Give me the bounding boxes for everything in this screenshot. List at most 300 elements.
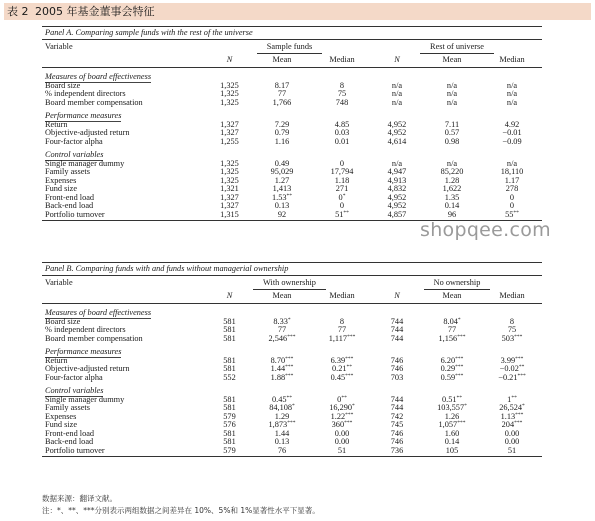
- cell-value: 51: [337, 445, 347, 455]
- row-label: Expenses: [45, 411, 77, 421]
- cell-value: 77: [277, 89, 287, 99]
- cell-value: 1,325: [220, 80, 239, 90]
- cell-value: n/a: [446, 89, 458, 99]
- table-cell: [312, 99, 372, 108]
- cell-value: 0: [509, 201, 515, 211]
- cell-value: 77: [337, 325, 347, 335]
- group-header-2: [372, 276, 542, 291]
- cell-value: 1,766: [272, 97, 292, 107]
- cell-value: 103,557: [437, 403, 465, 413]
- significance-marker: ***: [287, 333, 296, 340]
- cell-value: 1,325: [220, 167, 239, 177]
- cell-value: 1,325: [220, 158, 239, 168]
- group-2-label: No ownership: [424, 278, 491, 290]
- table-cell: [372, 99, 422, 108]
- table-cell: [372, 211, 422, 221]
- variable-header: Variable: [45, 41, 73, 51]
- cell-value: 0.45: [330, 372, 346, 382]
- significance-marker: *: [522, 403, 525, 410]
- row-label: Return: [45, 355, 68, 365]
- table-cell: [207, 99, 252, 108]
- table-cell: [482, 138, 542, 147]
- cell-value: 581: [223, 325, 236, 335]
- cell-value: 1.16: [274, 136, 290, 146]
- cell-value: 1.35: [444, 192, 460, 202]
- cell-value: 1,325: [220, 89, 239, 99]
- cell-value: 703: [390, 372, 404, 382]
- cell-value: 744: [390, 333, 404, 343]
- significance-marker: **: [513, 209, 519, 216]
- significance-marker: ***: [515, 411, 524, 418]
- significance-marker: *: [352, 403, 355, 410]
- cell-value: −0.09: [502, 136, 522, 146]
- cell-value: 204: [501, 420, 515, 430]
- cell-value: 85,220: [440, 167, 464, 177]
- table-row: [42, 438, 542, 447]
- cell-value: 51: [507, 445, 517, 455]
- cell-value: 1,117: [328, 333, 348, 343]
- significance-marker: **: [286, 394, 293, 401]
- row-label: Return: [45, 119, 68, 129]
- cell-value: 4,952: [387, 128, 407, 138]
- cell-value: 0: [339, 201, 345, 211]
- group-header-2: [372, 40, 542, 55]
- significance-marker: **: [286, 192, 293, 199]
- cell-value: 8.33: [273, 316, 288, 326]
- cell-value: 1,325: [220, 175, 239, 185]
- significance-marker: **: [343, 209, 349, 216]
- subheader-cell: Mean: [422, 54, 482, 68]
- cell-value: 746: [390, 355, 404, 365]
- cell-value: 1.29: [274, 411, 290, 421]
- row-label: % independent directors: [45, 89, 126, 99]
- row-label: Fund size: [45, 184, 78, 194]
- variable-header: Variable: [45, 277, 73, 287]
- cell-value: 1,873: [268, 420, 288, 430]
- table-cell: [207, 374, 252, 383]
- cell-value: 0.14: [444, 437, 460, 447]
- cell-value: 0.00: [504, 428, 520, 438]
- row-label: Four-factor alpha: [45, 372, 103, 382]
- table-cell: [422, 99, 482, 108]
- table-cell: [207, 447, 252, 457]
- cell-value: n/a: [506, 97, 518, 107]
- cell-value: 0.21: [331, 364, 347, 374]
- subheader-cell: N: [207, 54, 252, 68]
- subheader-row: [42, 290, 542, 304]
- cell-value: 8.17: [274, 80, 290, 90]
- cell-value: 746: [390, 437, 404, 447]
- table-cell: [372, 335, 422, 344]
- significance-marker: ***: [285, 355, 294, 362]
- cell-value: 1.17: [504, 175, 520, 185]
- row-label: Expenses: [45, 175, 77, 185]
- cell-value: 1.44: [274, 428, 290, 438]
- cell-value: 736: [390, 445, 404, 455]
- table-cell: [312, 374, 372, 383]
- cell-value: 4,832: [387, 184, 407, 194]
- table-cell: [312, 211, 372, 221]
- cell-value: 744: [390, 316, 404, 326]
- cell-value: 1.26: [444, 411, 460, 421]
- cell-value: 1.60: [444, 428, 460, 438]
- table-row: [42, 447, 542, 457]
- table-cell: [422, 447, 482, 457]
- cell-value: 576: [223, 420, 236, 430]
- section-title-row: [42, 71, 542, 82]
- row-label: Portfolio turnover: [42, 211, 207, 221]
- source-note: 数据来源：翻译文献。: [42, 494, 117, 503]
- cell-value: 8: [339, 316, 345, 326]
- significance-marker: ***: [285, 372, 294, 379]
- section-title: Control variables: [45, 386, 104, 396]
- significance-marker: ***: [455, 372, 464, 379]
- cell-value: 0.79: [274, 128, 290, 138]
- table-row: [42, 374, 542, 383]
- cell-value: 0.13: [274, 437, 290, 447]
- table-cell: [422, 335, 482, 344]
- group-header-row: [42, 276, 542, 291]
- cell-value: n/a: [506, 158, 518, 168]
- cell-value: 77: [447, 325, 457, 335]
- table-cell: [207, 138, 252, 147]
- cell-value: 0.00: [334, 428, 350, 438]
- significance-marker: ***: [514, 333, 523, 340]
- row-label: Portfolio turnover: [42, 447, 207, 457]
- table-cell: [252, 99, 312, 108]
- cell-value: n/a: [391, 80, 403, 90]
- cell-value: 1,622: [442, 184, 462, 194]
- cell-value: 75: [337, 89, 347, 99]
- table-cell: [422, 374, 482, 383]
- significance-marker: **: [346, 364, 353, 371]
- cell-value: 1.53: [271, 192, 287, 202]
- cell-value: 0.03: [334, 128, 350, 138]
- cell-value: 1.18: [334, 175, 350, 185]
- cell-value: 17,794: [330, 167, 354, 177]
- table-cell: [482, 335, 542, 344]
- cell-value: 8.04: [443, 316, 458, 326]
- table-row: [42, 138, 542, 147]
- table-caption: [4, 3, 591, 20]
- cell-value: n/a: [391, 158, 403, 168]
- cell-value: 7.11: [444, 119, 460, 129]
- cell-value: −0.01: [502, 128, 522, 138]
- cell-value: 278: [505, 184, 519, 194]
- cell-value: 748: [335, 97, 349, 107]
- table-row: [42, 194, 542, 203]
- significance-note: 注：*、**、***分别表示两组数据之间差异在 10%、5%和 1%显著性水平下显著。: [42, 506, 320, 515]
- significance-marker: **: [341, 394, 347, 401]
- significance-marker: ***: [457, 333, 466, 340]
- cell-value: 746: [390, 364, 404, 374]
- section-title: Measures of board effectiveness: [45, 72, 152, 82]
- watermark: shopqee.com: [420, 219, 551, 241]
- group-2-label: Rest of universe: [420, 42, 494, 54]
- cell-value: 581: [223, 364, 236, 374]
- table-row: [42, 335, 542, 344]
- cell-value: 581: [223, 333, 236, 343]
- cell-value: 4,857: [387, 209, 407, 219]
- cell-value: 7.29: [274, 119, 290, 129]
- cell-value: 26,524: [499, 403, 523, 413]
- significance-marker: *: [287, 316, 291, 323]
- cell-value: 745: [390, 420, 404, 430]
- table-row: [42, 99, 542, 108]
- section-title: Performance measures: [45, 347, 122, 357]
- cell-value: n/a: [506, 80, 518, 90]
- cell-value: 1.22: [330, 411, 346, 421]
- table-row: [42, 202, 542, 211]
- row-label: Board member compensation: [45, 97, 143, 107]
- cell-value: 581: [223, 428, 236, 438]
- cell-value: 0.51: [441, 394, 457, 404]
- significance-marker: ***: [515, 355, 524, 362]
- cell-value: 92: [277, 209, 287, 219]
- section-title: Measures of board effectiveness: [45, 308, 152, 318]
- cell-value: n/a: [446, 97, 458, 107]
- cell-value: 4,913: [387, 175, 407, 185]
- cell-value: 4.92: [504, 119, 520, 129]
- cell-value: 581: [223, 394, 236, 404]
- subheader-row: [42, 54, 542, 68]
- cell-value: 581: [223, 403, 236, 413]
- cell-value: 8: [339, 80, 345, 90]
- significance-marker: ***: [285, 364, 294, 371]
- cell-value: 746: [390, 428, 404, 438]
- table-cell: [252, 374, 312, 383]
- table-cell: [372, 447, 422, 457]
- cell-value: n/a: [446, 80, 458, 90]
- cell-value: 0.49: [274, 158, 290, 168]
- cell-value: 6.39: [330, 355, 346, 365]
- cell-value: −0.21: [498, 372, 518, 382]
- panel-title: Panel B. Comparing funds with and funds without managerial ownership: [42, 263, 542, 276]
- cell-value: 581: [223, 355, 236, 365]
- subheader-cell: Mean: [252, 54, 312, 68]
- table-cell: [482, 447, 542, 457]
- row-label: % independent directors: [45, 325, 126, 335]
- cell-value: n/a: [446, 158, 458, 168]
- subheader-cell: Median: [312, 290, 372, 304]
- cell-value: 1,327: [220, 128, 239, 138]
- subheader-cell: Median: [482, 54, 542, 68]
- subheader-cell: Median: [312, 54, 372, 68]
- table-row: [42, 168, 542, 177]
- significance-marker: ***: [345, 411, 354, 418]
- cell-value: 1,255: [220, 136, 239, 146]
- cell-value: 0.00: [334, 437, 350, 447]
- subheader-cell: Median: [482, 290, 542, 304]
- cell-value: 0: [509, 192, 515, 202]
- group-1-label: Sample funds: [257, 42, 322, 54]
- cell-value: n/a: [506, 89, 518, 99]
- cell-value: 0.59: [440, 372, 456, 382]
- cell-value: 55: [505, 209, 514, 219]
- cell-value: 84,108: [269, 403, 293, 413]
- cell-value: 1: [507, 394, 512, 404]
- panel-a-table: [42, 26, 542, 221]
- cell-value: 6.20: [440, 355, 456, 365]
- table-row: [42, 430, 542, 439]
- cell-value: 1,327: [220, 192, 239, 202]
- table-cell: [252, 335, 312, 344]
- cell-value: 51: [335, 209, 344, 219]
- subheader-cell: N: [207, 290, 252, 304]
- section-title-row: [42, 149, 542, 160]
- cell-value: 1.27: [274, 175, 290, 185]
- cell-value: 0.29: [440, 364, 456, 374]
- group-header-row: [42, 40, 542, 55]
- cell-value: 4,952: [387, 119, 407, 129]
- cell-value: 0: [339, 158, 345, 168]
- significance-marker: ***: [455, 364, 464, 371]
- cell-value: 4,947: [387, 167, 407, 177]
- cell-value: 76: [277, 445, 287, 455]
- cell-value: 271: [335, 184, 349, 194]
- significance-marker: ***: [347, 333, 356, 340]
- significance-marker: *: [464, 403, 467, 410]
- row-label: Back-end load: [45, 437, 94, 447]
- cell-value: 96: [447, 209, 457, 219]
- section-title: Control variables: [45, 150, 104, 160]
- subheader-cell: Mean: [252, 290, 312, 304]
- row-label: Objective-adjusted return: [45, 364, 130, 374]
- cell-value: 552: [223, 372, 236, 382]
- row-label: Back-end load: [45, 201, 94, 211]
- table-cell: [482, 99, 542, 108]
- significance-marker: ***: [455, 355, 464, 362]
- cell-value: 2,546: [268, 333, 288, 343]
- table-row: [42, 421, 542, 430]
- significance-marker: ***: [345, 355, 354, 362]
- table-cell: [372, 138, 422, 147]
- cell-value: 0.01: [334, 136, 350, 146]
- table-row: [42, 404, 542, 413]
- cell-value: 744: [390, 325, 404, 335]
- cell-value: 360: [331, 420, 345, 430]
- table-cell: [207, 211, 252, 221]
- row-label: Board size: [45, 316, 81, 326]
- table-cell: [252, 447, 312, 457]
- table-row: [42, 129, 542, 138]
- subheader-cell: N: [372, 290, 422, 304]
- cell-value: 1,321: [220, 184, 239, 194]
- cell-value: 0: [337, 394, 342, 404]
- cell-value: 4,952: [387, 201, 407, 211]
- significance-marker: **: [511, 394, 517, 401]
- row-label: Four-factor alpha: [45, 136, 103, 146]
- cell-value: 579: [223, 411, 236, 421]
- cell-value: 0.14: [444, 201, 460, 211]
- table-cell: [482, 374, 542, 383]
- cell-value: 1.13: [500, 411, 516, 421]
- subheader-cell: N: [372, 54, 422, 68]
- cell-value: 0.57: [444, 128, 460, 138]
- cell-value: −0.02: [499, 364, 519, 374]
- table-cell: [312, 138, 372, 147]
- cell-value: 1.28: [444, 175, 460, 185]
- cell-value: 1,057: [438, 420, 458, 430]
- cell-value: 1,413: [272, 184, 292, 194]
- cell-value: 581: [223, 437, 236, 447]
- table-cell: [372, 374, 422, 383]
- cell-value: 0.45: [271, 394, 287, 404]
- row-label: Board member compensation: [45, 333, 143, 343]
- section-title: Performance measures: [45, 111, 122, 121]
- table-row: [42, 177, 542, 186]
- significance-marker: *: [342, 192, 346, 199]
- cell-value: 744: [390, 394, 404, 404]
- panel-b-table: [42, 262, 542, 457]
- significance-marker: *: [292, 403, 295, 410]
- row-label: Family assets: [45, 167, 90, 177]
- cell-value: 744: [390, 403, 404, 413]
- cell-value: 8.70: [270, 355, 286, 365]
- cell-value: 1.88: [270, 372, 286, 382]
- cell-value: 579: [223, 445, 236, 455]
- row-label: Board size: [45, 80, 81, 90]
- row-label: Single manager dummy: [45, 158, 125, 168]
- section-title-row: [42, 110, 542, 121]
- significance-marker: ***: [514, 420, 523, 427]
- cell-value: 1,156: [438, 333, 458, 343]
- group-header-1: [207, 40, 372, 55]
- cell-value: 8: [509, 316, 515, 326]
- significance-marker: ***: [344, 420, 353, 427]
- table-cell: [252, 211, 312, 221]
- group-header-1: [207, 276, 372, 291]
- cell-value: 742: [390, 411, 404, 421]
- table-cell: [207, 335, 252, 344]
- table-cell: [312, 447, 372, 457]
- cell-value: 4.85: [334, 119, 350, 129]
- caption-label: 表 2: [7, 5, 29, 18]
- cell-value: 503: [501, 333, 515, 343]
- significance-marker: **: [456, 394, 463, 401]
- significance-marker: *: [457, 316, 461, 323]
- cell-value: 1,327: [220, 201, 239, 211]
- significance-marker: ***: [345, 372, 354, 379]
- cell-value: n/a: [391, 97, 403, 107]
- cell-value: n/a: [391, 89, 403, 99]
- cell-value: 77: [277, 325, 287, 335]
- significance-marker: ***: [287, 420, 296, 427]
- cell-value: 4,614: [387, 136, 407, 146]
- panel-title: Panel A. Comparing sample funds with the rest of the universe: [42, 27, 542, 40]
- row-label: Objective-adjusted return: [45, 128, 130, 138]
- cell-value: 0: [338, 192, 343, 202]
- cell-value: 1.44: [270, 364, 286, 374]
- panel-title-row: [42, 27, 542, 40]
- row-label: Fund size: [45, 420, 78, 430]
- table-cell: [422, 138, 482, 147]
- significance-marker: ***: [457, 420, 466, 427]
- table-cell: [252, 138, 312, 147]
- cell-value: 0.98: [444, 136, 460, 146]
- row-label: Family assets: [45, 403, 90, 413]
- cell-value: 75: [507, 325, 517, 335]
- cell-value: 95,029: [270, 167, 294, 177]
- table-cell: [312, 335, 372, 344]
- group-1-label: With ownership: [253, 278, 326, 290]
- panel-title-row: [42, 263, 542, 276]
- cell-value: 18,110: [500, 167, 524, 177]
- significance-marker: ***: [517, 372, 526, 379]
- caption-title: 2005 年基金董事会特征: [35, 5, 155, 18]
- cell-value: 1,315: [220, 209, 239, 219]
- section-title-row: [42, 307, 542, 318]
